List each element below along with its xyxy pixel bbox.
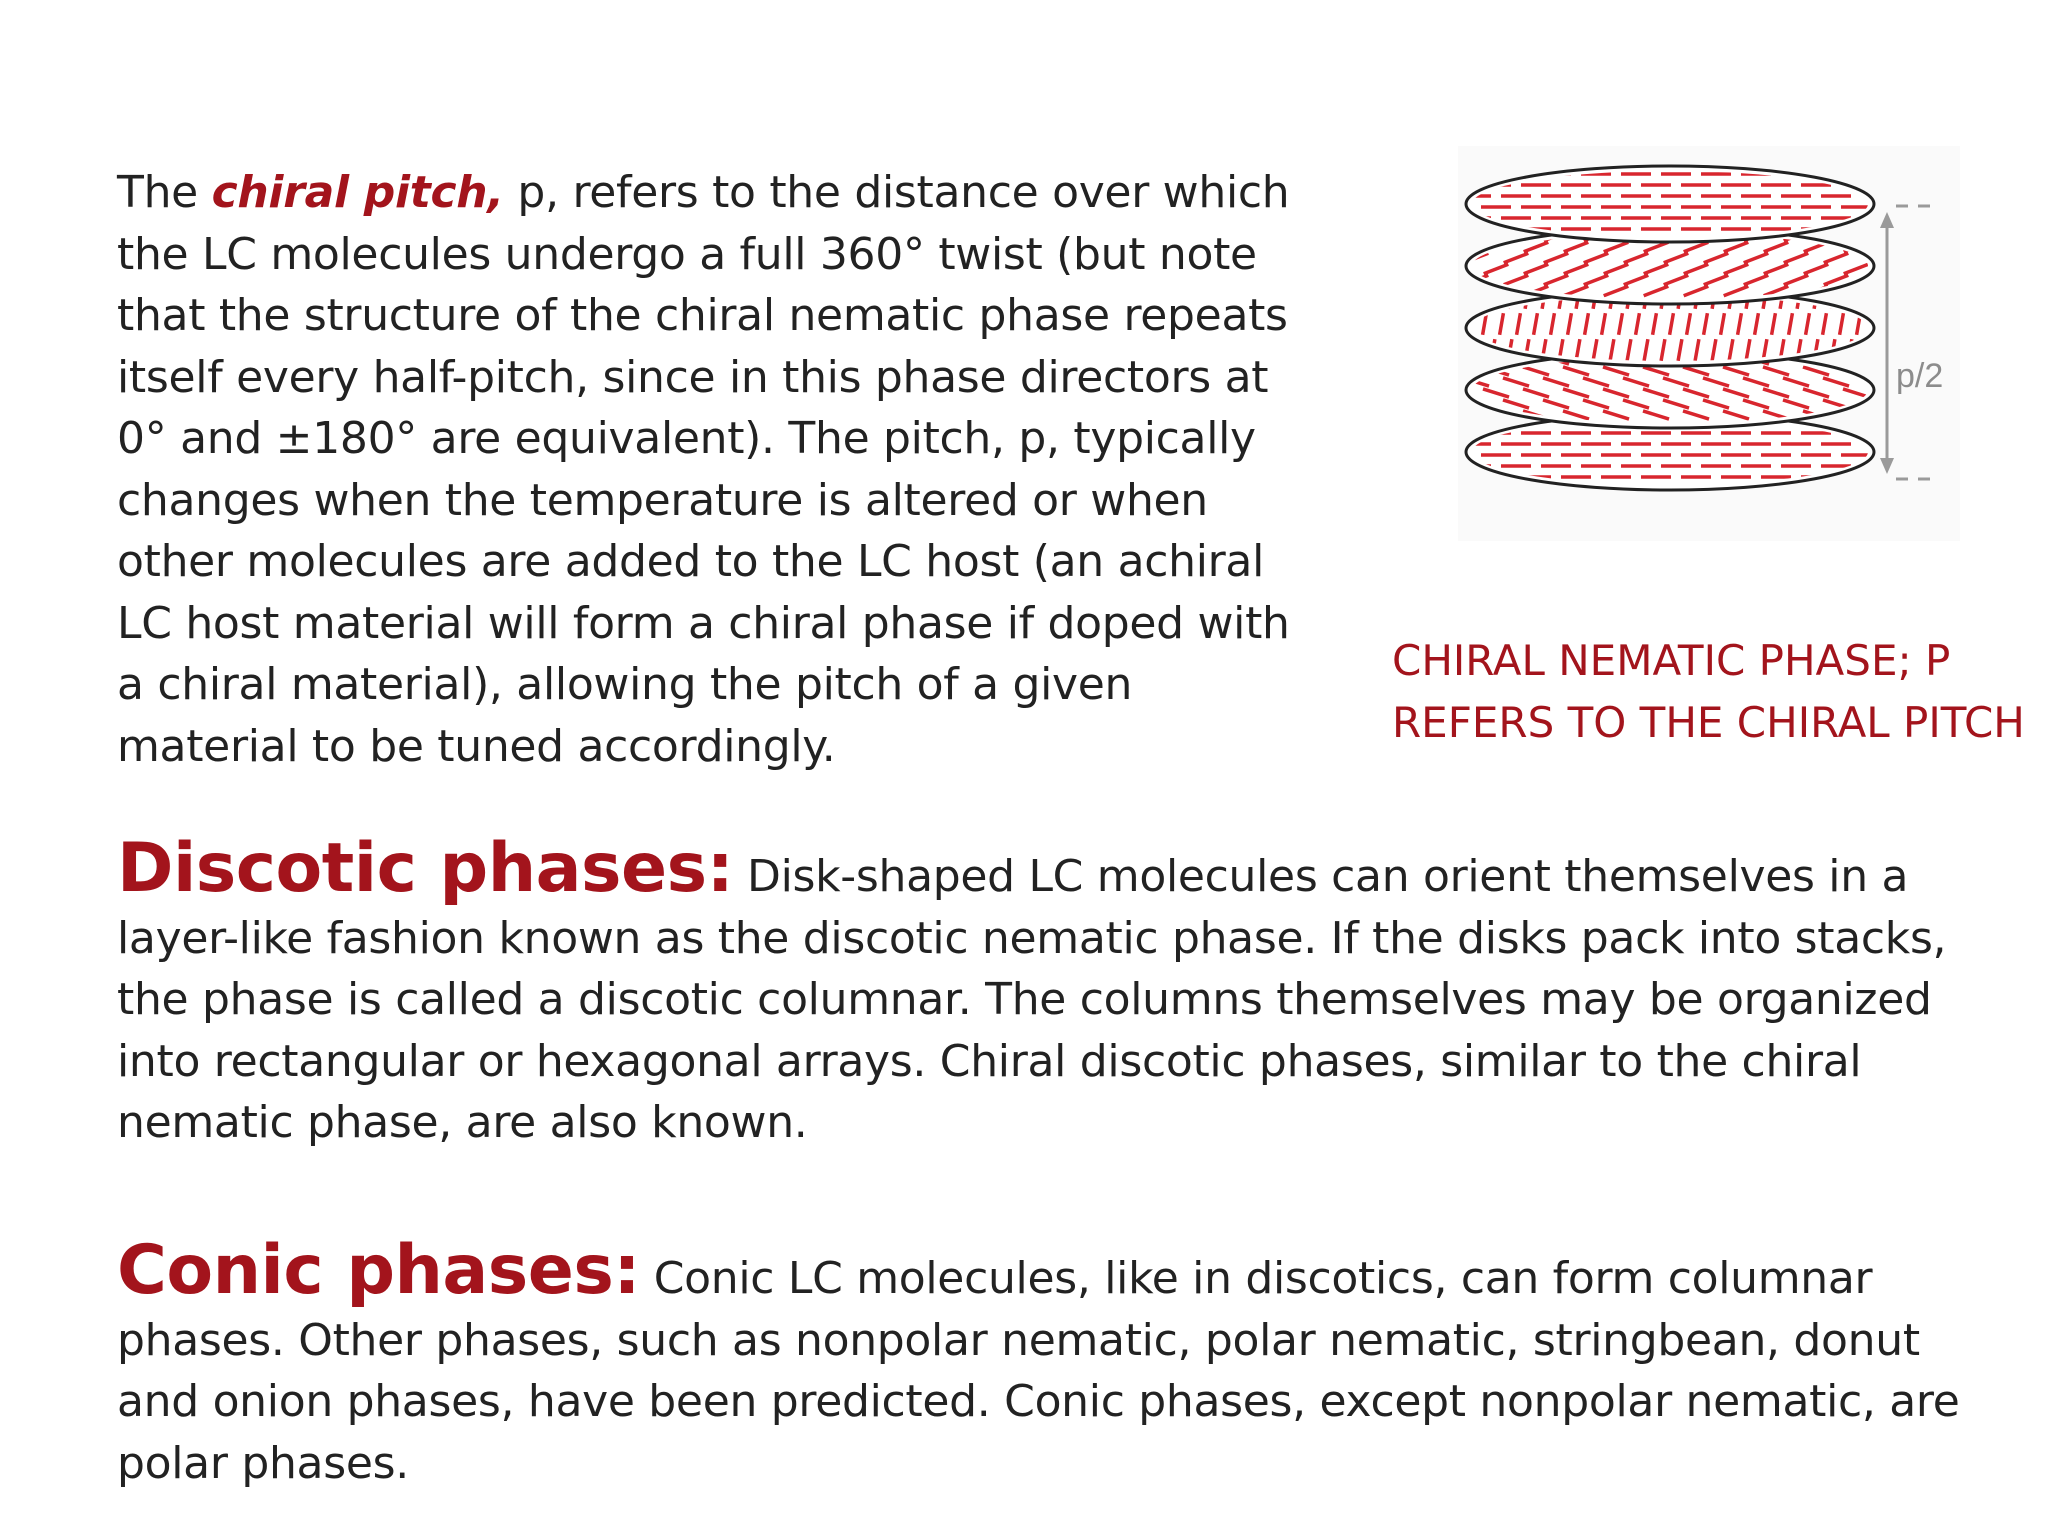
pitch-arrow [1880, 206, 1936, 479]
conic-section [117, 1231, 1997, 1494]
chiral-nematic-diagram [1458, 146, 1960, 541]
intro-body: p, refers to the distance over which the LC molecules undergo a full 360° twist (but note that the structure of the chiral nematic phase repeats itself every half-pitch, since in this phase directors at 0° and ±180° are equivalent). The pitch, p, typically changes when the temperature is altered or when other molecules are added to the LC host (an achiral LC host material will form a chiral phase if doped with a chiral material), allowing the pitch of a given material to be tuned accordingly. [117, 167, 1290, 772]
intro-paragraph [117, 162, 1317, 777]
intro-lead: The [117, 167, 212, 218]
pitch-label: p/2 [1896, 357, 1944, 395]
chiral-nematic-figure [1458, 146, 1960, 541]
discotic-section [117, 829, 1997, 1154]
discotic-heading: Discotic phases: [117, 829, 734, 908]
conic-body: Conic LC molecules, like in discotics, can form columnar phases. Other phases, such as nonpolar nematic, polar nematic, stringbean, donut and onion phases, have been predicted. Conic phases, except nonpolar nematic, are polar phases. [117, 1253, 1960, 1489]
discotic-body: Disk-shaped LC molecules can orient themselves in a layer-like fashion known as the discotic nematic phase. If the disks pack into stacks, the phase is called a discotic columnar. The columns themselves may be organized into rectangular or hexagonal arrays. Chiral discotic phases, similar to the chiral nematic phase, are also known. [117, 851, 1947, 1148]
conic-heading: Conic phases: [117, 1231, 641, 1310]
figure-caption: CHIRAL NEMATIC PHASE; P REFERS TO THE CHIRAL PITCH [1392, 636, 2025, 747]
chiral-pitch-term: chiral pitch, [211, 167, 504, 218]
molecular-layer [1461, 166, 1874, 242]
